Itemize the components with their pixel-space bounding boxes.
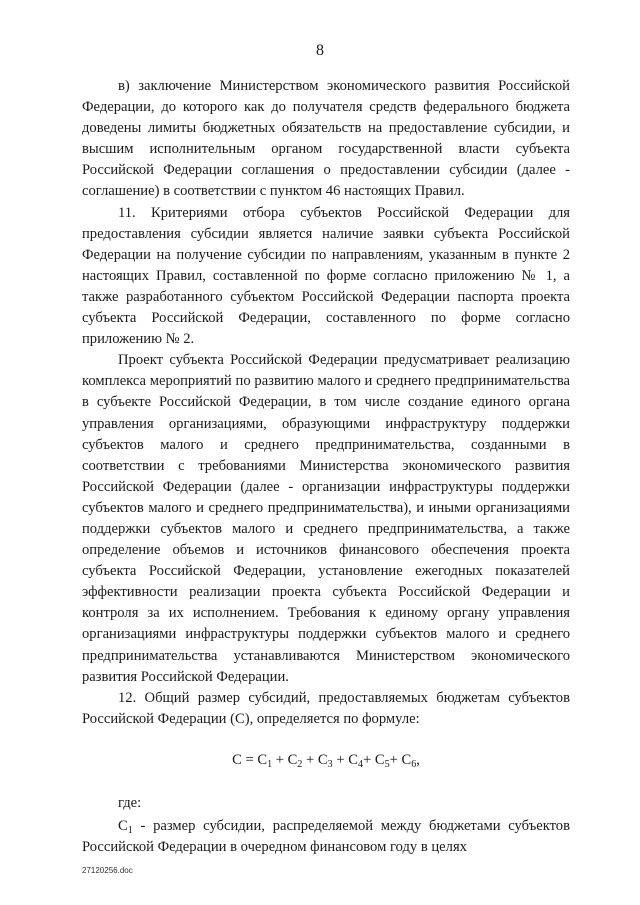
paragraph-v: в) заключение Министерством экономического развития Российской Федерации, до которого как до получателя средств федерального бюджета доведены лимиты бюджетных обязательств на предоставление субсидии, и высшим исполнительным органом государственной власти субъекта Российской Федерации соглашения о предоставлении субсидии (далее - соглашение) в соответствии с пунктом 46 настоящих Правил. bbox=[82, 78, 570, 200]
c1-subscript: 1 bbox=[127, 825, 133, 837]
formula-sub-5: 5 bbox=[384, 758, 390, 770]
paragraph-project: Проект субъекта Российской Федерации предусматривает реализацию комплекса мероприятий по развитию малого и среднего предпринимательства в субъекте Российской Федерации, в том числе создание единого органа управления организациями, образующими инфраструктуру поддержки субъектов малого и среднего предпринимательства, созданными в соответствии с требованиями Министерства экономического развития Российской Федерации (далее - организации инфраструктуры поддержки субъектов малого и среднего предпринимательства), и иными организациями поддержки субъектов малого и среднего предпринимательства, а также определение объемов и источников финансового обеспечения проекта субъекта Российской Федерации, установление ежегодных показателей эффективности реализации проекта субъекта Российской Федерации и контроля за их исполнением. Требования к единому органу управления организациями инфраструктуры поддержки субъектов малого и среднего предпринимательства устанавливаются Министерством экономического развития Российской Федерации. bbox=[82, 352, 570, 685]
c1-definition: - размер субсидии, распределяемой между бюджетами субъектов Российской Федерации в очередном финансовом году в целях bbox=[82, 818, 570, 856]
formula-sub-2: 2 bbox=[297, 758, 303, 770]
formula-op-2: + С bbox=[302, 751, 328, 768]
paragraph-12: 12. Общий размер субсидий, предоставляемых бюджетам субъектов Российской Федерации (С), определяется по формуле: bbox=[82, 689, 570, 727]
formula-sub-1: 1 bbox=[267, 758, 273, 770]
paragraph-11: 11. Критериями отбора субъектов Российской Федерации для предоставления субсидии является наличие заявки субъекта Российской Федерации на получение субсидии по направлениям, указанным в пункте 2 настоящих Правил, составленной по форме согласно приложению № 1, а также разработанного субъектом Российской Федерации паспорта проекта субъекта Российской Федерации, составленного по форме согласно приложению № 2. bbox=[82, 204, 570, 348]
c1-symbol: С bbox=[118, 818, 128, 835]
formula-lhs: С = С bbox=[232, 751, 268, 768]
document-body bbox=[82, 76, 570, 858]
formula-op-3: + С bbox=[332, 751, 358, 768]
paragraph-c1 bbox=[82, 816, 570, 858]
file-name-footer: 27120256.doc bbox=[82, 866, 133, 875]
formula-op-5: + С bbox=[389, 751, 412, 768]
subsidy-formula bbox=[82, 750, 570, 771]
formula-op-1: + С bbox=[272, 751, 298, 768]
formula-sub-3: 3 bbox=[327, 758, 333, 770]
formula-op-6: , bbox=[416, 751, 420, 768]
formula-op-4: + С bbox=[362, 751, 385, 768]
formula-sub-4: 4 bbox=[357, 758, 363, 770]
paragraph-where: где: bbox=[118, 795, 142, 811]
page-number: 8 bbox=[316, 42, 324, 59]
formula-sub-6: 6 bbox=[411, 758, 417, 770]
